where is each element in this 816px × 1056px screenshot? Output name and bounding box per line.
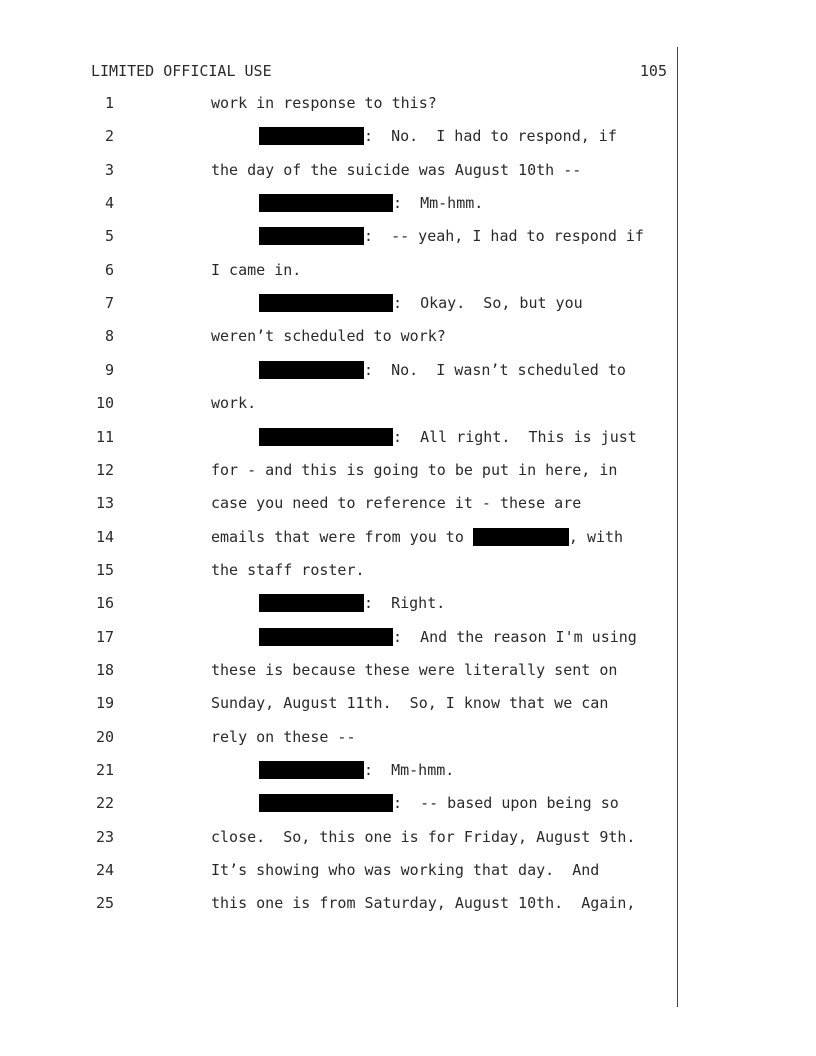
line-number: 8 [104,327,114,346]
line-text [211,260,301,280]
transcript-line [0,627,816,647]
transcript-line [0,326,816,346]
line-text [211,893,635,913]
transcript-line [0,827,816,847]
transcript-line [0,760,816,780]
transcript-line [0,427,816,447]
line-text [259,226,644,246]
line-number: 18 [95,660,114,679]
line-text-content: , with [568,527,624,546]
line-text-before-redaction: emails that were from you to [211,527,473,546]
redaction-bar [259,361,364,379]
redaction-bar [259,628,393,646]
line-number: 2 [104,127,114,146]
line-text [211,827,635,847]
transcript-line [0,793,816,813]
line-text [259,193,483,213]
transcript-line [0,293,816,313]
line-number: 5 [104,227,114,246]
line-number: 19 [95,694,114,713]
line-text-content: the day of the suicide was August 10th -- [211,160,582,179]
line-text-content: : And the reason I'm using [393,627,637,646]
line-number: 15 [95,560,114,579]
classification-header: LIMITED OFFICIAL USE [91,62,272,80]
line-text [211,693,608,713]
line-text [259,760,454,780]
line-number: 24 [95,861,114,880]
line-text-content: work in response to this? [211,94,437,112]
line-text [259,793,619,813]
line-text-content: : -- yeah, I had to respond if [364,227,644,246]
line-number: 1 [104,94,114,112]
redaction-bar [259,761,364,779]
transcript-line [0,226,816,246]
line-number: 14 [95,527,114,546]
transcript-line [0,527,816,547]
transcript-line [0,593,816,613]
redaction-bar [259,227,364,245]
transcript-line [0,126,816,146]
line-text [259,593,445,613]
line-number: 23 [95,827,114,846]
line-text-content: : Okay. So, but you [393,294,583,313]
line-text [259,427,637,447]
transcript-line [0,660,816,680]
transcript-line [0,160,816,180]
line-number: 20 [95,727,114,746]
line-text-content: : Mm-hmm. [393,194,484,213]
line-text-content: rely on these -- [211,727,356,746]
line-text-content: case you need to reference it - these are [211,494,582,513]
line-text-content: : Mm-hmm. [364,761,455,779]
line-text [211,393,256,413]
line-text [259,126,617,146]
line-text [211,460,617,480]
redaction-bar [259,428,393,446]
line-text-content: : No. I had to respond, if [364,127,617,146]
line-text [259,360,626,380]
transcript-line [0,560,816,580]
line-number: 13 [95,494,114,513]
line-number: 22 [95,794,114,813]
transcript-line [0,393,816,413]
line-text-content: : No. I wasn’t scheduled to [364,360,626,379]
line-text-content: this one is from Saturday, August 10th. Again, [211,894,636,913]
line-text [211,493,581,513]
transcript-line [0,460,816,480]
line-text-content: Sunday, August 11th. So, I know that we can [211,694,609,713]
transcript-line [0,93,816,113]
redaction-bar [259,794,393,812]
line-number: 25 [95,894,114,913]
line-text-content: : -- based upon being so [393,794,619,813]
line-number: 21 [95,761,114,779]
line-text [211,326,446,346]
line-text-content: for - and this is going to be put in here, in [211,460,618,479]
line-text [211,660,617,680]
transcript-line [0,727,816,747]
line-text-content: weren’t scheduled to work? [211,327,446,346]
line-text-content: : All right. This is just [393,427,637,446]
redaction-bar [259,127,364,145]
transcript-line [0,260,816,280]
redaction-bar [259,294,393,312]
line-text [211,527,623,547]
line-number: 4 [104,194,114,213]
line-number: 17 [95,627,114,646]
line-text-content: I came in. [211,260,302,279]
line-text-content: close. So, this one is for Friday, August 9th. [211,827,636,846]
line-text [259,293,583,313]
transcript-line [0,193,816,213]
line-number: 11 [95,427,114,446]
line-text [211,560,365,580]
line-text-content: : Right. [364,594,446,613]
line-text [211,860,599,880]
line-text [211,727,356,747]
line-text [211,93,437,113]
line-number: 7 [104,294,114,313]
line-number: 6 [104,260,114,279]
transcript-line [0,493,816,513]
redaction-bar [473,528,569,546]
line-text-content: It’s showing who was working that day. And [211,861,600,880]
line-text [259,627,637,647]
line-number: 10 [95,394,114,413]
transcript-line [0,893,816,913]
line-number: 16 [95,594,114,613]
transcript-line [0,360,816,380]
redaction-bar [259,194,393,212]
transcript-line [0,860,816,880]
line-number: 3 [104,160,114,179]
line-text-content: these is because these were literally sent on [211,660,618,679]
redaction-bar [259,594,364,612]
transcript-line [0,693,816,713]
line-number: 12 [95,460,114,479]
line-text-content: the staff roster. [211,560,365,579]
line-text [211,160,581,180]
line-text-content: work. [211,394,257,413]
page-number: 105 [639,62,667,80]
line-number: 9 [104,360,114,379]
